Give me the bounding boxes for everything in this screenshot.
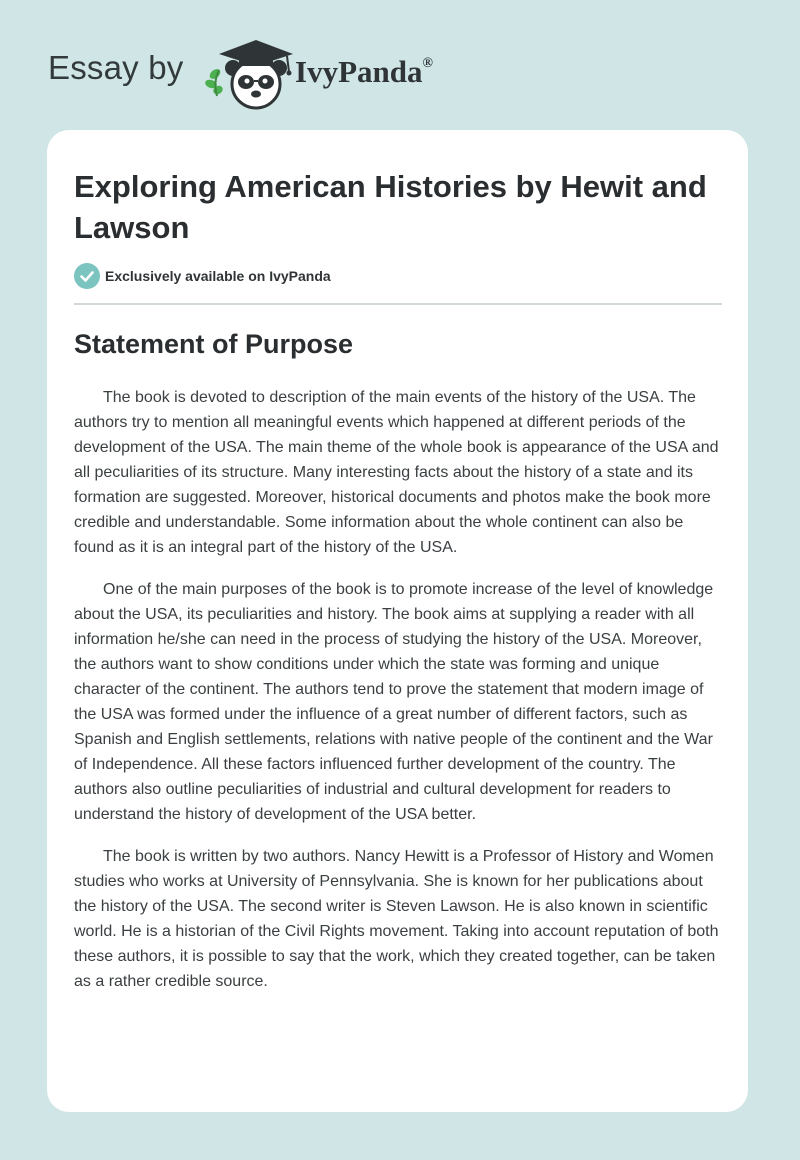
brand-name[interactable] xyxy=(295,54,433,90)
ivy-leaf-icon xyxy=(204,67,224,96)
registered-mark: ® xyxy=(422,55,433,71)
paragraph-3: The book is written by two authors. Nancy Hewitt is a Professor of History and Women studies who works at University of Pennsylvania. She is known for her publications about the history of the USA. The second writer is Steven Lawson. He is also known in scientific world. He is a historian of the Civil Rights movement. Taking into account reputation of both these authors, it is possible to say that the work, which they created together, can be taken as a rather credible source. xyxy=(74,848,719,990)
essay-card xyxy=(47,130,748,1112)
site-header xyxy=(48,34,548,114)
essay-body xyxy=(74,385,724,1011)
essay-title: Exploring American Histories by Hewit and Lawson xyxy=(74,169,707,245)
section-heading: Statement of Purpose xyxy=(74,329,354,359)
exclusive-badge xyxy=(74,263,331,289)
paragraph-1: The book is devoted to description of the main events of the history of the USA. The authors try to mention all meaningful events which happened at different periods of the development of the USA. The main theme of the whole book is appearance of the USA and all peculiarities of its structure. Many interesting facts about the history of a state and its formation are suggested. Moreover, historical documents and photos make the book more credible and understandable. Some information about the whole continent can also be found as it is an integral part of the history of the USA. xyxy=(74,389,719,556)
check-circle-icon xyxy=(74,263,100,289)
exclusive-badge-label: Exclusively available on IvyPanda xyxy=(105,268,331,284)
essay-by-label: Essay by xyxy=(48,49,184,86)
paragraph-2: One of the main purposes of the book is to promote increase of the level of knowledge about the USA, its peculiarities and history. The book aims at supplying a reader with all information he/she can need in the process of studying the history of the USA. Moreover, the authors want to show conditions under which the state was forming and unique character of the continent. The authors tend to prove the statement that modern image of the USA was formed under the influence of a great number of different factors, such as Spanish and English settlements, relations with native people of the continent and the War of Independence. All these factors influenced further development of the country. The authors also outline peculiarities of industrial and cultural development for readers to understand the history of development of the USA better. xyxy=(74,581,714,823)
divider xyxy=(74,303,722,305)
brand-text: IvyPanda xyxy=(295,54,423,89)
panda-logo-icon[interactable] xyxy=(203,34,298,110)
